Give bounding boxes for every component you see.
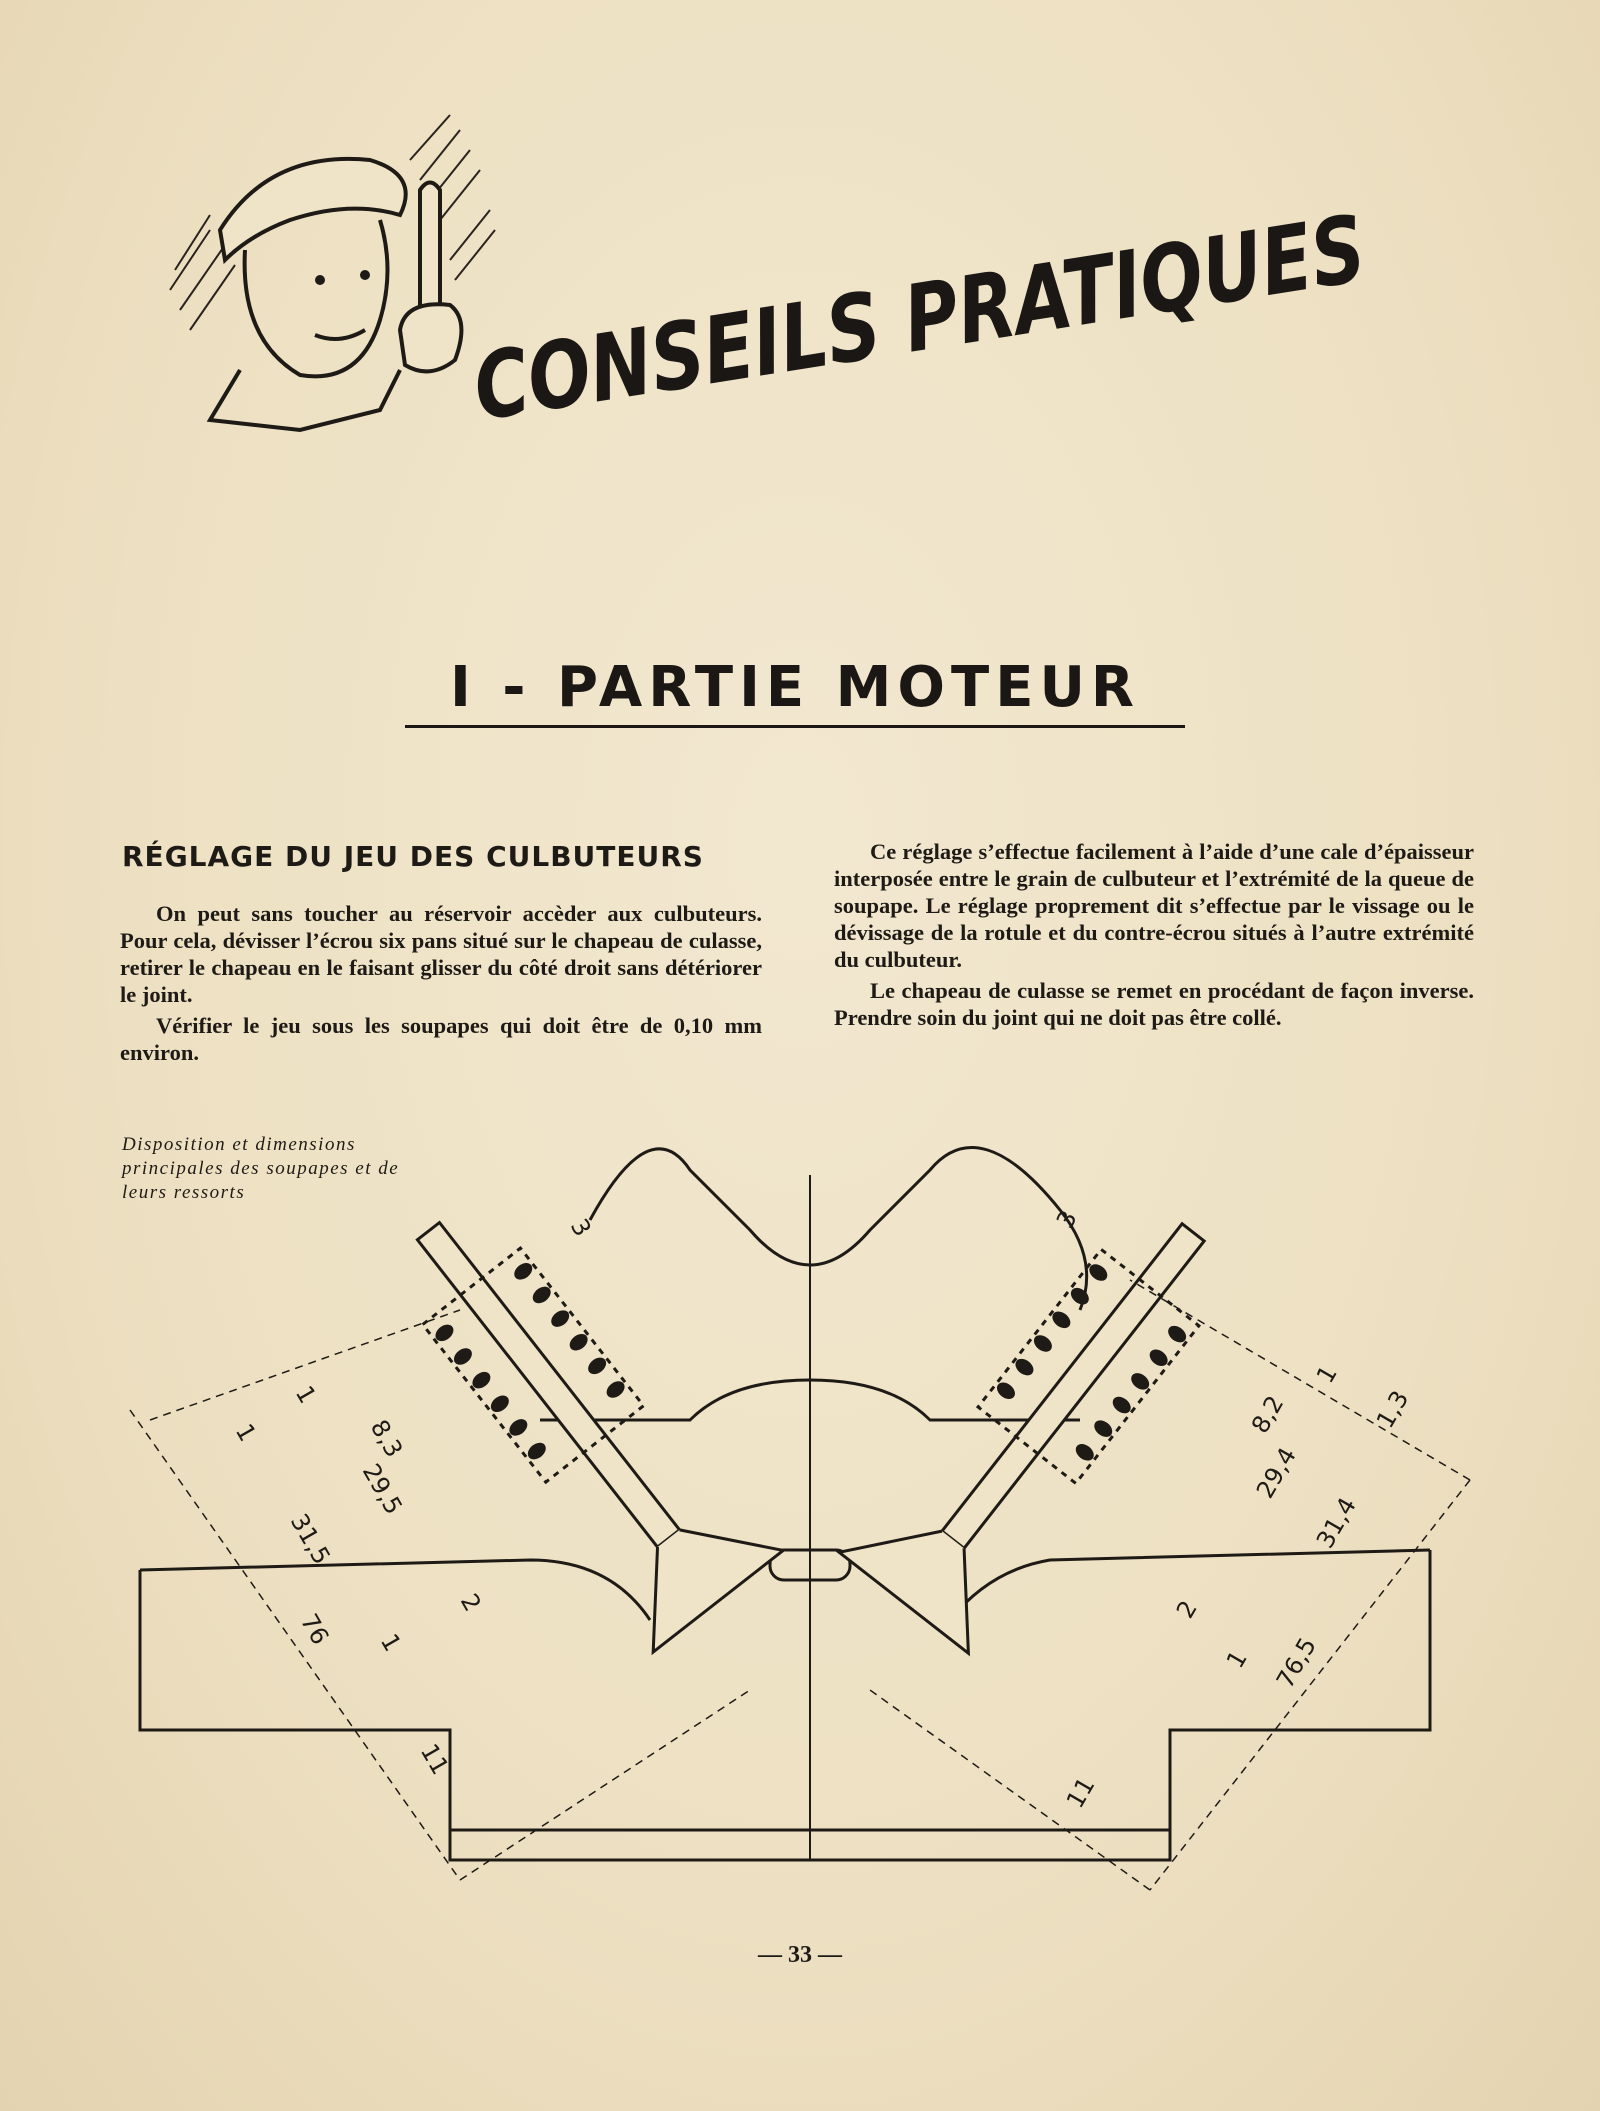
article-heading: RÉGLAGE DU JEU DES CULBUTEURS xyxy=(122,840,704,873)
dimension-label: 1 xyxy=(289,1381,322,1409)
dimension-label: 3 xyxy=(564,1214,597,1242)
paragraph: Ce réglage s’effectue facilement à l’aide d’une cale d’épaisseur interposée entre le grain de culbuteur et l’extrémité de la queue de soupape. Le réglage proprement dit s’effectue par le vissage ou le dévissage de la rotule et du contre-écrou situés à l’autre extrémité du culbuteur. xyxy=(834,839,1474,972)
dimension-label: 3 xyxy=(1050,1205,1083,1233)
dimension-label: 29,5 xyxy=(356,1459,408,1520)
dimension-label: 11 xyxy=(1060,1772,1101,1813)
dimension-label: 76 xyxy=(294,1609,335,1650)
figure-caption: Disposition et dimensions principales des soupapes et de leurs ressorts xyxy=(122,1134,400,1203)
dimension-label: 8,2 xyxy=(1245,1390,1290,1438)
dimension-label: 1 xyxy=(1310,1360,1343,1388)
mechanic-illustration-icon xyxy=(170,115,495,430)
dimension-label: 8,3 xyxy=(364,1415,409,1463)
paragraph: On peut sans toucher au réservoir accèder aux culbuteurs. Pour cela, dévisser l’écrou six pans situé sur le chapeau de culasse, retirer le chapeau en le faisant glisser du côté droit sans détériorer le joint. xyxy=(120,901,762,1007)
dimension-label: 11 xyxy=(414,1739,455,1780)
paragraph: Vérifier le jeu sous les soupapes qui doit être de 0,10 mm environ. xyxy=(120,1013,762,1065)
dimension-label: 76,5 xyxy=(1270,1632,1322,1693)
dimension-label: 29,4 xyxy=(1250,1442,1302,1503)
dimension-label: 31,4 xyxy=(1310,1492,1362,1553)
dimension-label: 31,5 xyxy=(284,1509,336,1570)
page-number: — 33 — xyxy=(758,1942,842,1968)
left-valve xyxy=(364,1180,783,1652)
right-column xyxy=(834,838,1474,1035)
dimension-label: 1 xyxy=(1220,1645,1253,1673)
dimension-label: 1 xyxy=(374,1629,407,1657)
dimension-label: 1,3 xyxy=(1370,1385,1415,1433)
dimension-label: 1 xyxy=(229,1419,262,1447)
section-title: I - PARTIE MOTEUR xyxy=(405,655,1185,728)
paragraph: Le chapeau de culasse se remet en procédant de façon inverse. Prendre soin du joint qui ne doit pas être collé. xyxy=(834,978,1474,1030)
dimension-label: 2 xyxy=(1170,1595,1203,1623)
valve-technical-drawing xyxy=(130,1130,1490,1890)
header-banner xyxy=(150,120,1593,450)
right-valve xyxy=(839,1182,1258,1653)
banner-title: CONSEILS PRATIQUES xyxy=(466,160,1593,442)
dimension-label: 2 xyxy=(454,1589,487,1617)
left-column xyxy=(120,900,762,1070)
